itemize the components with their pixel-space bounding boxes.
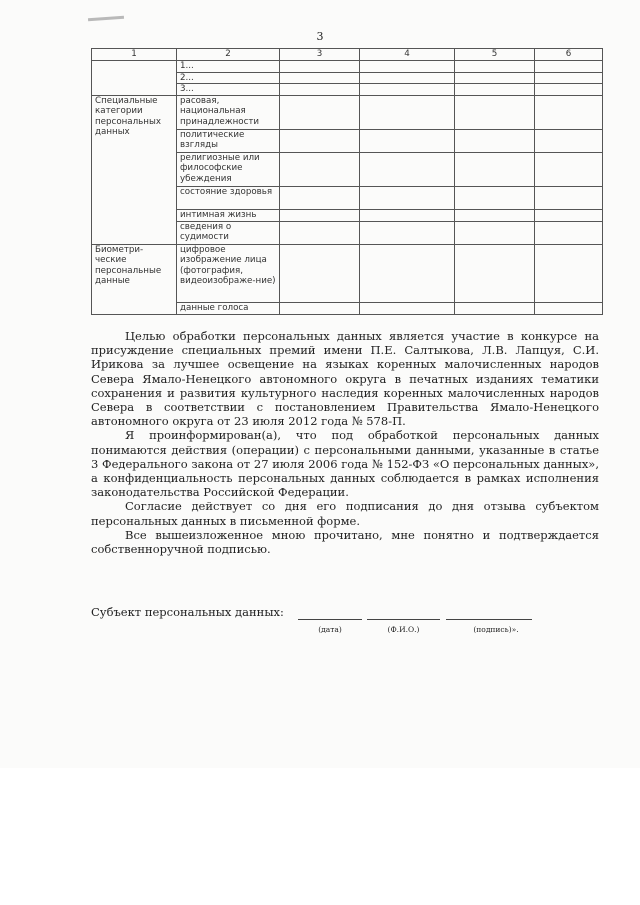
table-row [92, 95, 603, 129]
table-row [92, 244, 603, 302]
item-cell: состояние здоровья [177, 186, 280, 209]
table-header-row [92, 49, 603, 61]
col-header: 4 [360, 49, 455, 61]
date-caption: (дата) [318, 625, 342, 634]
item-cell: политические взгляды [177, 129, 280, 152]
item-cell: 2... [177, 72, 280, 84]
col-header: 5 [455, 49, 535, 61]
personal-data-table [91, 48, 603, 315]
signature-caption: (подпись)». [473, 625, 519, 634]
consent-text [91, 329, 599, 556]
group-cell-special: Специальные категории персональных данных [92, 95, 177, 244]
blank-margin [0, 768, 640, 905]
paragraph: Целью обработки персональных данных является участие в конкурсе на присуждение специальных премий имени П.Е. Салтыкова, Л.В. Лапцуя, С.И. Ирикова за лучшее освещение на языках коренных малочисленных народов Севера Ямало-Ненецкого автономного округа в печатных изданиях тематики сохранения и развития культурного наследия коренных малочисленных народов Севера в соответствии с постановлением Правительства Ямало-Ненецкого автономного округа от 23 июля 2012 года № 578-П. [91, 329, 599, 429]
item-cell: цифровое изображение лица (фотография, видеоизображе-ние) [177, 244, 280, 302]
col-header: 1 [92, 49, 177, 61]
name-caption: (Ф.И.О.) [387, 625, 420, 634]
paragraph: Согласие действует со дня его подписания до дня отзыва субъектом персональных данных в письменной форме. [91, 499, 599, 528]
item-cell: интимная жизнь [177, 209, 280, 221]
page-number: 3 [316, 30, 324, 43]
paragraph: Я проинформирован(а), что под обработкой персональных данных понимаются действия (операции) с персональными данными, указанные в статье 3 Федерального закона от 27 июля 2006 года № 152-ФЗ «О персональных данных», а конфиденциальность персональных данных соблюдается в рамках исполнения законодательства Российской Федерации. [91, 428, 599, 500]
name-line [367, 619, 440, 620]
item-cell: данные голоса [177, 302, 280, 314]
group-cell-empty [92, 61, 177, 96]
item-cell: расовая, национальная принадлежности [177, 95, 280, 129]
item-cell: сведения о судимости [177, 221, 280, 244]
item-cell: 1... [177, 61, 280, 73]
signature-block [91, 605, 611, 637]
table-row [92, 61, 603, 73]
group-cell-biometric: Биометри-ческие персональные данные [92, 244, 177, 314]
paragraph: Все вышеизложенное мною прочитано, мне понятно и подтверждается собственноручной подписью. [91, 527, 599, 557]
col-header: 2 [177, 49, 280, 61]
signature-label: Субъект персональных данных: [91, 605, 284, 619]
signature-line [446, 619, 532, 620]
item-cell: религиозные или философские убеждения [177, 152, 280, 186]
item-cell: 3... [177, 84, 280, 96]
col-header: 6 [535, 49, 603, 61]
col-header: 3 [280, 49, 360, 61]
date-line [298, 619, 362, 620]
